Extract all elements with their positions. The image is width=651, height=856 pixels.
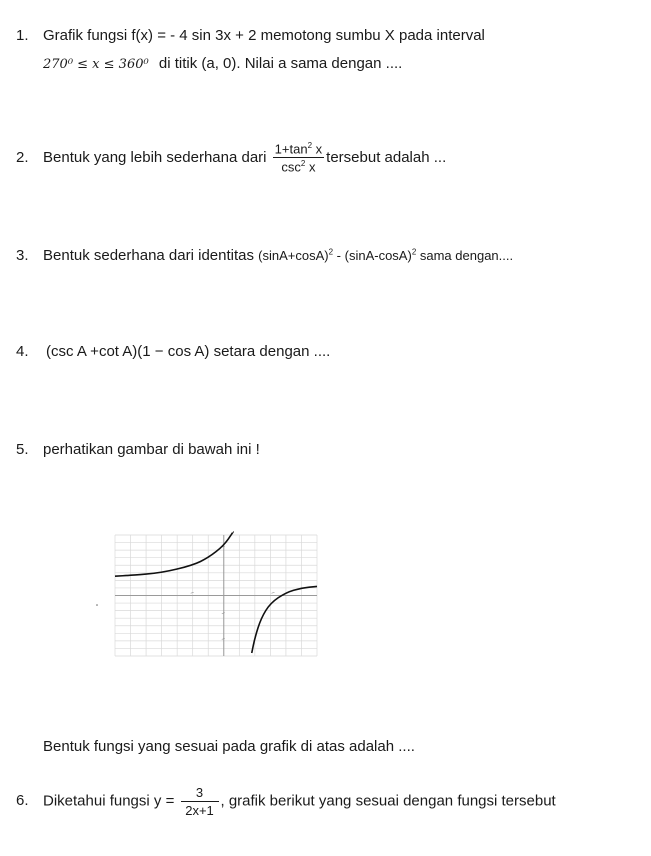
question-text: Bentuk yang lebih sederhana dari [43, 148, 267, 166]
question-5-followup [43, 738, 415, 755]
question-3 [16, 247, 513, 264]
question-number: 2. [16, 148, 29, 166]
curve-hyperbola-left-branch [115, 532, 233, 576]
question-5 [16, 441, 260, 458]
stray-dot [96, 604, 98, 606]
question-text: perhatikan gambar di bawah ini ! [43, 441, 260, 458]
fraction-numerator: 3 [181, 785, 219, 802]
question-4 [16, 343, 330, 360]
tick-mark [191, 592, 194, 593]
question-text: Grafik fungsi f(x) = - 4 sin 3x + 2 memotong sumbu X pada interval [43, 27, 485, 44]
question-text: (csc A +cot A)(1 − cos A) setara dengan .... [46, 343, 331, 360]
question-2 [16, 141, 446, 175]
graph-grid [115, 535, 317, 656]
identity-expression: $(\sin A+\cos A)^2 - (\sin A-\cos A)^2$ sama dengan.... [258, 247, 514, 263]
question-number: 3. [16, 247, 29, 264]
function-graph [95, 530, 320, 660]
fraction [181, 785, 219, 818]
question-number: 4. [16, 343, 29, 360]
question-text: tersebut adalah ... [326, 148, 447, 166]
fraction-denominator: 2x+1 [185, 803, 214, 818]
question-text: Diketahui fungsi y = [43, 792, 175, 810]
question-1 [16, 27, 485, 44]
question-number: 6. [16, 792, 29, 810]
question-6 [16, 785, 556, 818]
tick-mark [271, 592, 274, 593]
curve-hyperbola-right-branch [252, 586, 317, 653]
fraction-denominator: $\csc^2 x$ [281, 159, 316, 175]
interval-expression: 270⁰ ≤ x ≤ 360⁰ [43, 57, 149, 72]
question-number: 1. [16, 27, 29, 44]
question-text: Bentuk sederhana dari identitas [43, 247, 254, 264]
question-1-line-2 [43, 55, 402, 72]
fraction [273, 141, 324, 175]
question-text: di titik (a, 0). Nilai a sama dengan .... [158, 55, 403, 72]
fraction-numerator: $1+\tan^2$ x [274, 141, 323, 157]
question-text: Bentuk fungsi yang sesuai pada grafik di atas adalah .... [43, 738, 415, 755]
question-number: 5. [16, 441, 29, 458]
question-text: , grafik berikut yang sesuai dengan fungsi tersebut [220, 792, 556, 810]
